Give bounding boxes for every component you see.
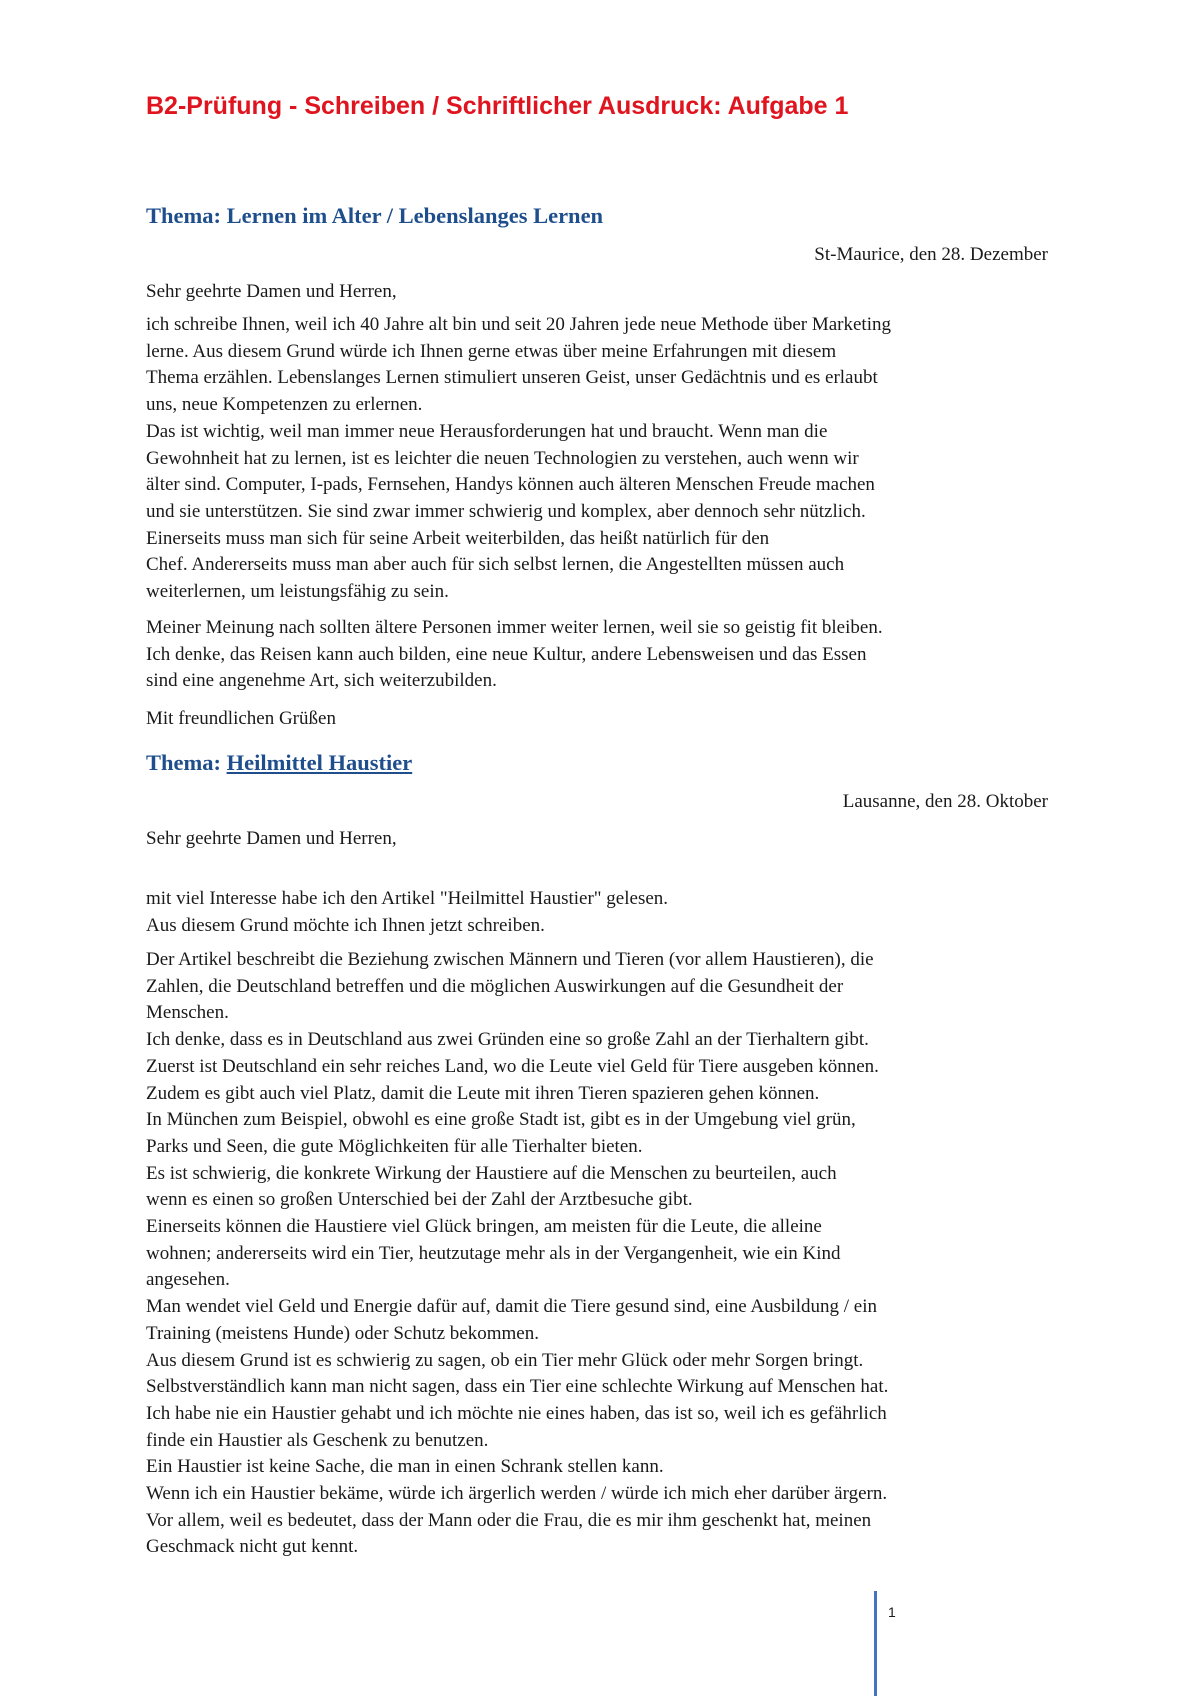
text-line: finde ein Haustier als Geschenk zu benutzen.	[146, 1429, 489, 1451]
section1-date: St-Maurice, den 28. Dezember	[814, 244, 1048, 265]
text-line: Ein Haustier ist keine Sache, die man in einen Schrank stellen kann.	[146, 1456, 664, 1478]
text-line: Training (meistens Hunde) oder Schutz bekommen.	[146, 1322, 539, 1344]
text-line: uns, neue Kompetenzen zu erlernen.	[146, 394, 423, 416]
text-line: weiterlernen, um leistungsfähig zu sein.	[146, 581, 449, 603]
section2-paragraph-1	[146, 886, 1066, 939]
section1-paragraph-1	[146, 312, 1066, 606]
page-number-divider	[874, 1591, 877, 1696]
text-line: Es ist schwierig, die konkrete Wirkung der Haustiere auf die Menschen zu beurteilen, auch	[146, 1162, 837, 1184]
section2-heading-prefix: Thema:	[146, 750, 227, 775]
section1-closing: Mit freundlichen Grüßen	[146, 708, 336, 729]
text-line: Ich denke, dass es in Deutschland aus zwei Gründen eine so große Zahl an der Tierhaltern gibt.	[146, 1029, 869, 1051]
text-line: Chef. Andererseits muss man aber auch für sich selbst lernen, die Angestellten müssen auch	[146, 554, 845, 576]
section2-date: Lausanne, den 28. Oktober	[842, 791, 1048, 812]
text-line: Meiner Meinung nach sollten ältere Personen immer weiter lernen, weil sie so geistig fit bleiben.	[146, 617, 883, 638]
text-line: wenn es einen so großen Unterschied bei der Zahl der Arztbesuche gibt.	[146, 1189, 693, 1211]
text-line: Ich habe nie ein Haustier gehabt und ich möchte nie eines haben, das ist so, weil ich es gefährlich	[146, 1402, 887, 1424]
text-line: wohnen; andererseits wird ein Tier, heutzutage mehr als in der Vergangenheit, wie ein Kind	[146, 1242, 841, 1264]
section2-salutation: Sehr geehrte Damen und Herren,	[146, 828, 397, 849]
text-line: lerne. Aus diesem Grund würde ich Ihnen gerne etwas über meine Erfahrungen mit diesem	[146, 340, 837, 362]
text-line: Thema erzählen. Lebenslanges Lernen stimuliert unseren Geist, unser Gedächtnis und es erlaubt	[146, 367, 878, 389]
text-line: Das ist wichtig, weil man immer neue Herausforderungen hat und braucht. Wenn man die	[146, 420, 828, 442]
text-line: Parks und Seen, die gute Möglichkeiten für alle Tierhalter bieten.	[146, 1135, 643, 1157]
text-line: Vor allem, weil es bedeutet, dass der Mann oder die Frau, die es mir ihm geschenkt hat, meinen	[146, 1509, 872, 1531]
text-line: Selbstverständlich kann man nicht sagen, dass ein Tier eine schlechte Wirkung auf Menschen hat.	[146, 1376, 889, 1398]
page-number: 1	[888, 1604, 896, 1620]
text-line: Menschen.	[146, 1002, 229, 1024]
section2-paragraph-2	[146, 947, 1066, 1561]
text-line: Der Artikel beschreibt die Beziehung zwischen Männern und Tieren (vor allem Haustieren), die	[146, 949, 874, 970]
text-line: Einerseits können die Haustiere viel Glück bringen, am meisten für die Leute, die alleine	[146, 1216, 822, 1238]
text-line: Geschmack nicht gut kennt.	[146, 1536, 359, 1558]
text-line: älter sind. Computer, I-pads, Fernsehen, Handys können auch älteren Menschen Freude machen	[146, 474, 875, 496]
text-line: Gewohnheit hat zu lernen, ist es leichter die neuen Technologien zu verstehen, auch wenn wir	[146, 447, 859, 469]
page-title: B2-Prüfung - Schreiben / Schriftlicher Ausdruck: Aufgabe 1	[146, 92, 849, 120]
text-line: Einerseits muss man sich für seine Arbeit weiterbilden, das heißt natürlich für den	[146, 527, 770, 549]
text-line: und sie unterstützen. Sie sind zwar immer schwierig und komplex, aber dennoch sehr nützlich.	[146, 500, 866, 522]
text-line: Man wendet viel Geld und Energie dafür auf, damit die Tiere gesund sind, eine Ausbildung / ein	[146, 1296, 878, 1318]
section2-heading	[146, 750, 412, 776]
text-line: Zuerst ist Deutschland ein sehr reiches Land, wo die Leute viel Geld für Tiere ausgeben können.	[146, 1055, 879, 1077]
text-line: angesehen.	[146, 1269, 230, 1291]
text-line: Wenn ich ein Haustier bekäme, würde ich ärgerlich werden / würde ich mich eher darüber ärgern.	[146, 1483, 888, 1505]
text-line: Aus diesem Grund möchte ich Ihnen jetzt schreiben.	[146, 914, 545, 936]
text-line: In München zum Beispiel, obwohl es eine große Stadt ist, gibt es in der Umgebung viel grün,	[146, 1109, 856, 1131]
text-line: ich schreibe Ihnen, weil ich 40 Jahre alt bin und seit 20 Jahren jede neue Methode über Marketing	[146, 314, 891, 335]
text-line: Zudem es gibt auch viel Platz, damit die Leute mit ihren Tieren spazieren gehen können.	[146, 1082, 820, 1104]
text-line: Aus diesem Grund ist es schwierig zu sagen, ob ein Tier mehr Glück oder mehr Sorgen bringt.	[146, 1349, 864, 1371]
heilmittel-haustier-link[interactable]: Heilmittel Haustier	[226, 750, 413, 775]
section1-paragraph-2	[146, 615, 1066, 695]
section1-salutation: Sehr geehrte Damen und Herren,	[146, 281, 397, 302]
text-line: sind eine angenehme Art, sich weiterzubilden.	[146, 670, 497, 692]
text-line: Zahlen, die Deutschland betreffen und die möglichen Auswirkungen auf die Gesundheit der	[146, 975, 844, 997]
section1-heading: Thema: Lernen im Alter / Lebenslanges Lernen	[146, 203, 604, 228]
text-line: Ich denke, das Reisen kann auch bilden, eine neue Kultur, andere Lebensweisen und das Essen	[146, 643, 867, 665]
text-line: mit viel Interesse habe ich den Artikel "Heilmittel Haustier" gelesen.	[146, 888, 669, 909]
